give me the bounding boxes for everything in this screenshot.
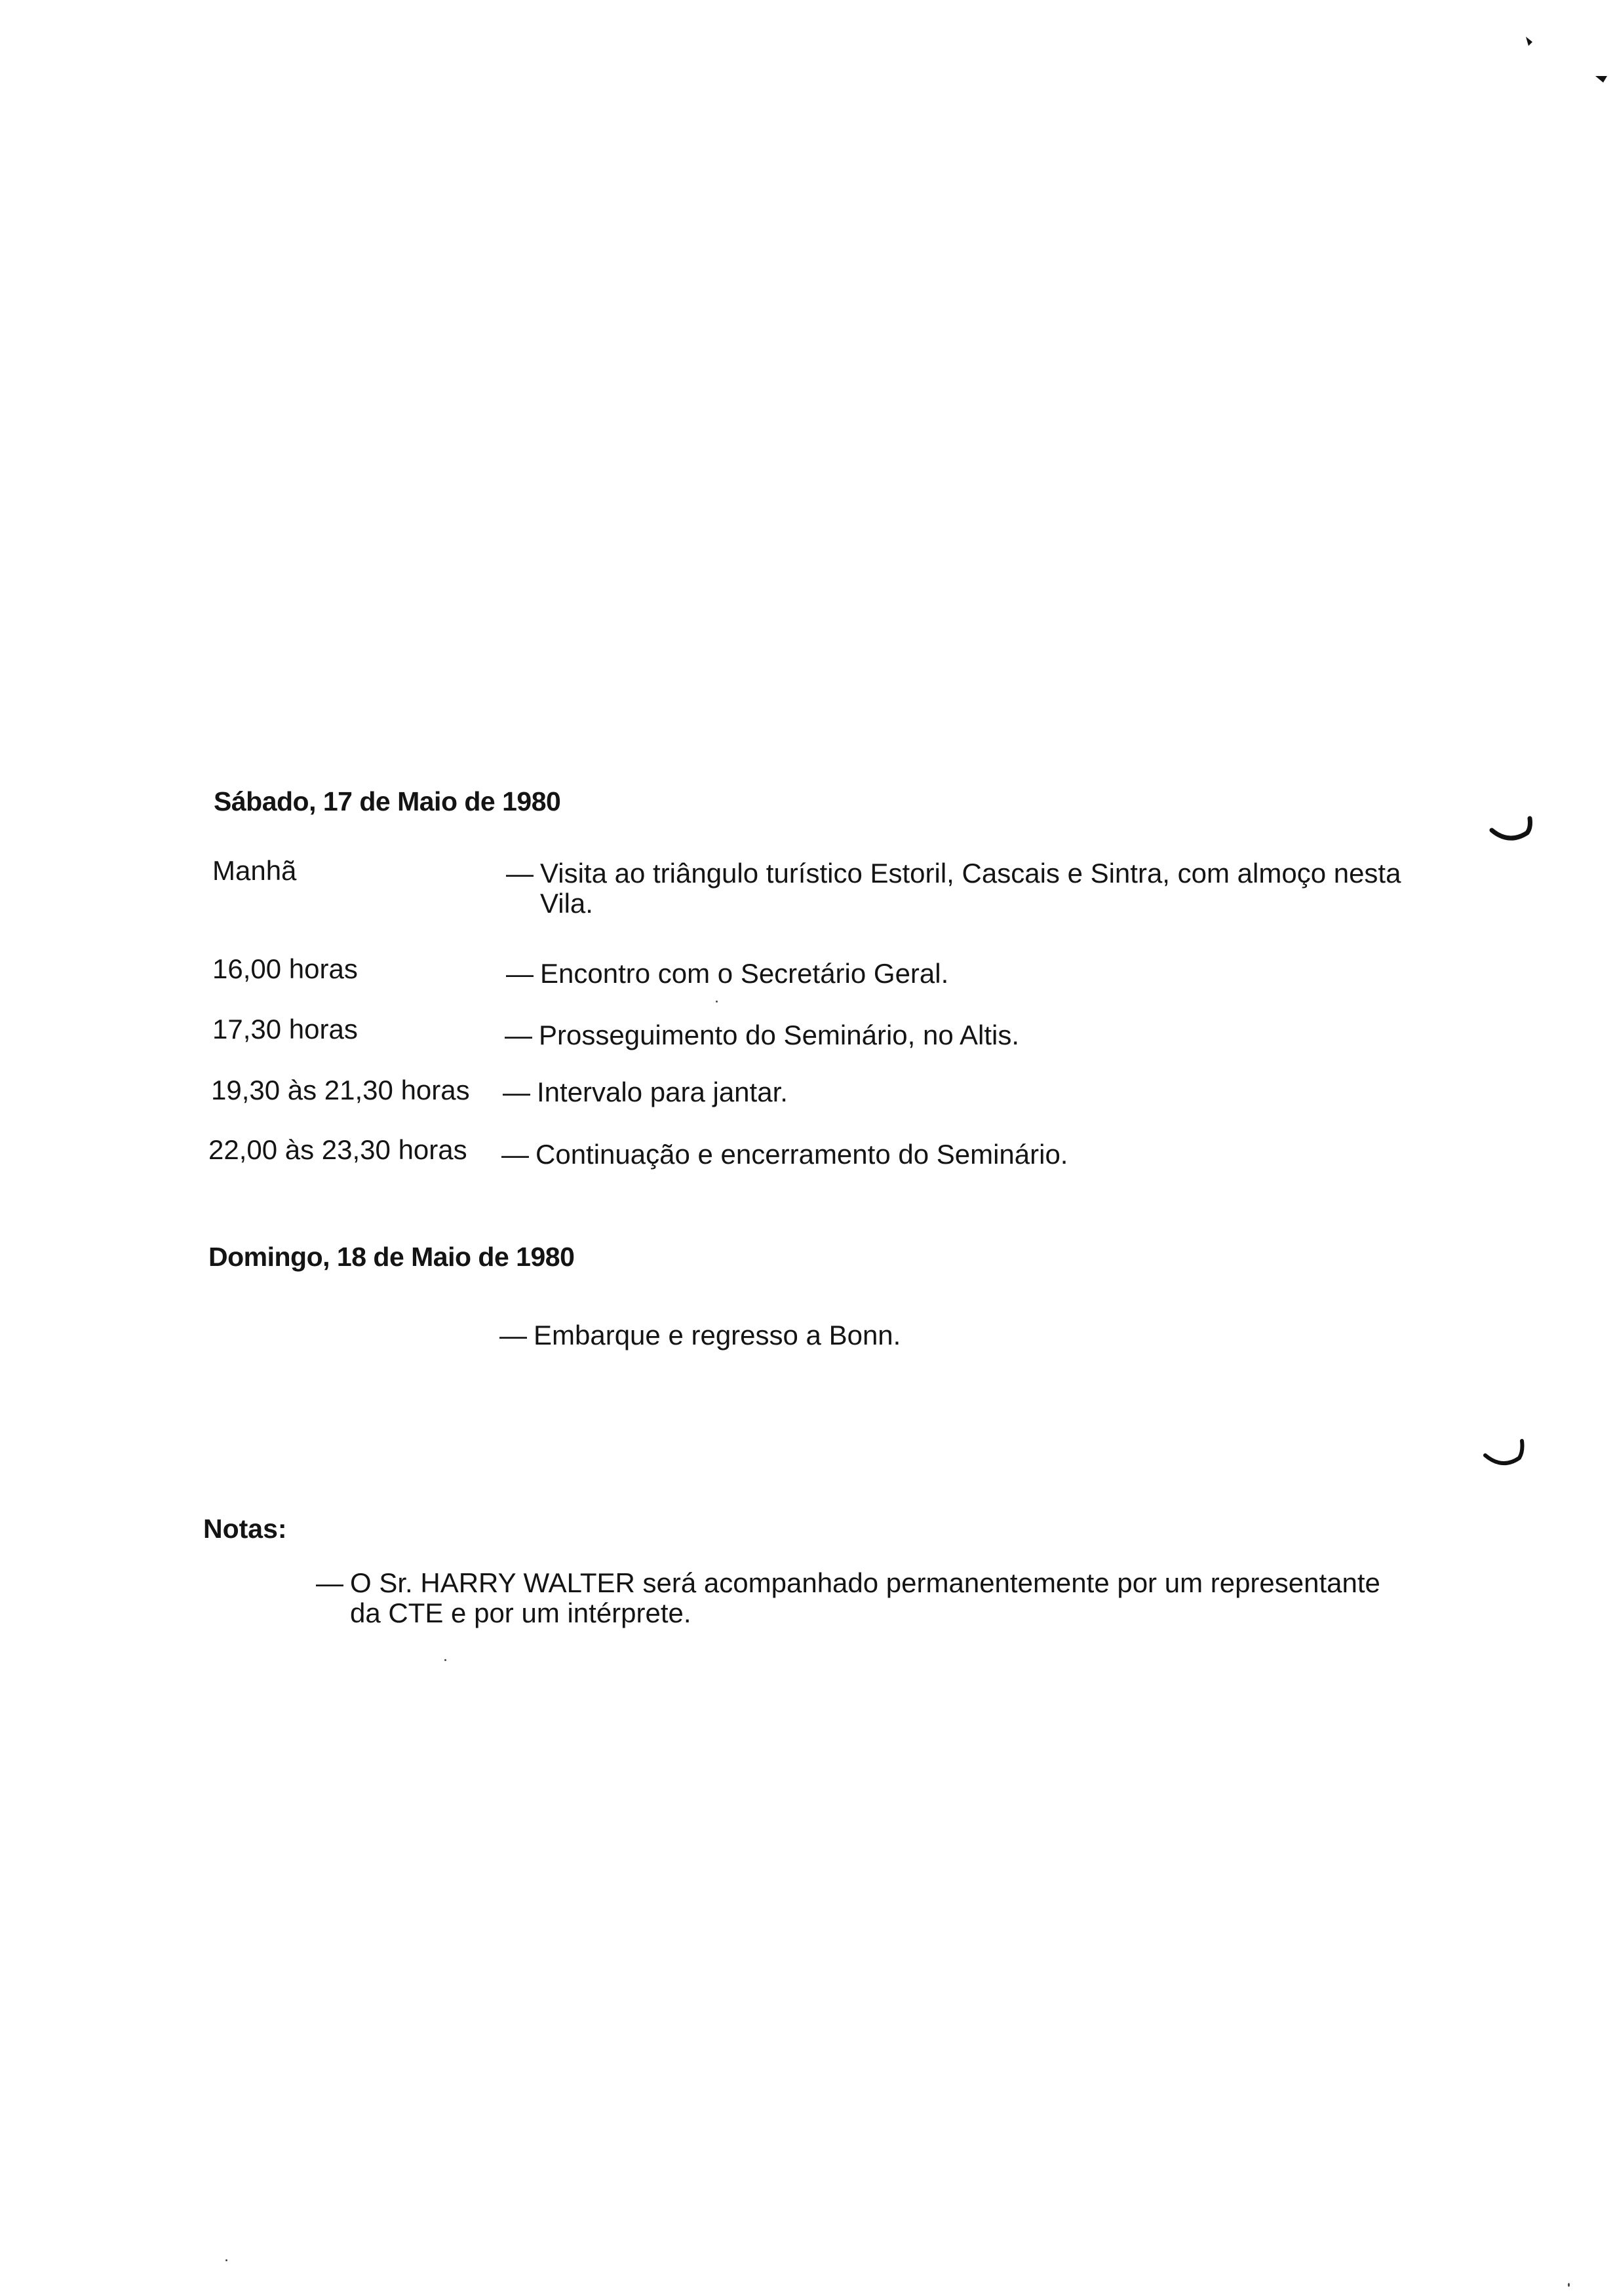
bullet-dash: — [503,1077,530,1107]
scan-mark-icon [1594,71,1611,85]
schedule-description [503,1077,1407,1107]
note-text: O Sr. HARRY WALTER será acompanhado permanentemente por um representante da CTE e por um intérprete. [350,1567,1380,1628]
bullet-dash: — [499,1320,527,1350]
schedule-time: 19,30 às 21,30 horas [211,1075,470,1105]
bullet-dash: — [316,1567,343,1598]
scan-speck [225,2259,227,2261]
schedule-text: Embarque e regresso a Bonn. [534,1320,901,1350]
section-heading-saturday: Sábado, 17 de Maio de 1980 [214,786,561,816]
schedule-description [501,1139,1406,1170]
schedule-time: Manhã [212,855,297,886]
schedule-time: 22,00 às 23,30 horas [208,1134,467,1165]
bullet-dash: — [501,1139,529,1170]
notes-label: Notas: [203,1514,287,1544]
scan-speck [1568,2283,1570,2287]
schedule-time: 17,30 horas [212,1014,358,1044]
scan-mark-icon [1483,1438,1528,1478]
schedule-text: Continuação e encerramento do Seminário. [535,1139,1068,1170]
note-item [316,1568,1391,1628]
schedule-description [506,858,1411,919]
scan-mark-icon [1522,33,1542,52]
schedule-text: Intervalo para jantar. [537,1077,788,1107]
bullet-dash: — [506,858,534,889]
schedule-description [505,1020,1409,1050]
schedule-description [499,1320,1404,1350]
scan-mark-icon [1489,816,1535,849]
bullet-dash: — [506,958,534,989]
schedule-text: Encontro com o Secretário Geral. [540,958,949,989]
schedule-description [506,959,1411,989]
schedule-text: Visita ao triângulo turístico Estoril, Cascais e Sintra, com almoço nesta Vila. [540,858,1401,919]
scan-speck [716,1001,718,1003]
scan-speck [444,1659,446,1661]
bullet-dash: — [505,1020,532,1050]
schedule-time: 16,00 horas [212,953,358,984]
section-heading-sunday: Domingo, 18 de Maio de 1980 [208,1242,575,1272]
schedule-text: Prosseguimento do Seminário, no Altis. [539,1020,1020,1050]
